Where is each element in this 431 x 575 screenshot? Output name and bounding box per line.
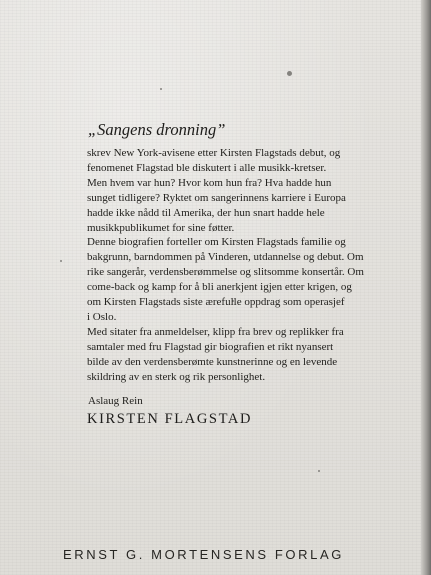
blurb-line: skrev New York-avisene etter Kirsten Flagstads debut, og bbox=[87, 147, 341, 159]
publisher-name: ERNST G. MORTENSENS FORLAG bbox=[63, 547, 344, 562]
blurb-line: Denne biografien forteller om Kirsten Flagstads familie og bbox=[87, 236, 346, 249]
blurb-line: come-back og kamp for å bli anerkjent igjen etter krigen, og bbox=[87, 281, 352, 294]
author-name: Aslaug Rein bbox=[88, 395, 143, 407]
blurb-text bbox=[87, 146, 387, 385]
blurb-line: skildring av en sterk og rik personlighet. bbox=[87, 370, 266, 383]
book-title: KIRSTEN FLAGSTAD bbox=[87, 411, 253, 427]
blurb-line: bakgrunn, barndommen på Vinderen, utdannelse og debut. Om bbox=[87, 251, 364, 264]
paper-speck bbox=[318, 470, 320, 472]
paper-speck bbox=[60, 260, 62, 262]
blurb-line: musikkpublikumet for sine føtter. bbox=[87, 221, 235, 234]
blurb-line: Med sitater fra anmeldelser, klipp fra brev og replikker fra bbox=[87, 325, 344, 338]
blurb-line: om Kirsten Flagstads siste ærefulle oppdrag som operasjef bbox=[87, 296, 345, 309]
blurb-line: bilde av den verdensberømte kunstnerinne og en levende bbox=[87, 355, 338, 368]
paper-speck bbox=[160, 88, 162, 90]
blurb-line: hadde ikke nådd til Amerika, der hun snart hadde hele bbox=[87, 206, 325, 219]
blurb-line: rike sangerår, verdensberømmelse og slitsomme konsertår. Om bbox=[87, 266, 364, 279]
spine-edge bbox=[421, 0, 431, 575]
paper-speck bbox=[287, 71, 292, 76]
blurb-line: fenomenet Flagstad ble diskutert i alle musikk-kretser. bbox=[87, 161, 327, 174]
blurb-line: Men hvem var hun? Hvor kom hun fra? Hva hadde hun bbox=[87, 176, 332, 189]
headline-quote: „Sangens dronning” bbox=[88, 120, 226, 139]
blurb-line: i Oslo. bbox=[87, 310, 117, 323]
blurb-line: sunget tidligere? Ryktet om sangerinnens karriere i Europa bbox=[87, 191, 346, 204]
blurb-line: samtaler med fru Flagstad gir biografien et rikt nyansert bbox=[87, 340, 334, 353]
